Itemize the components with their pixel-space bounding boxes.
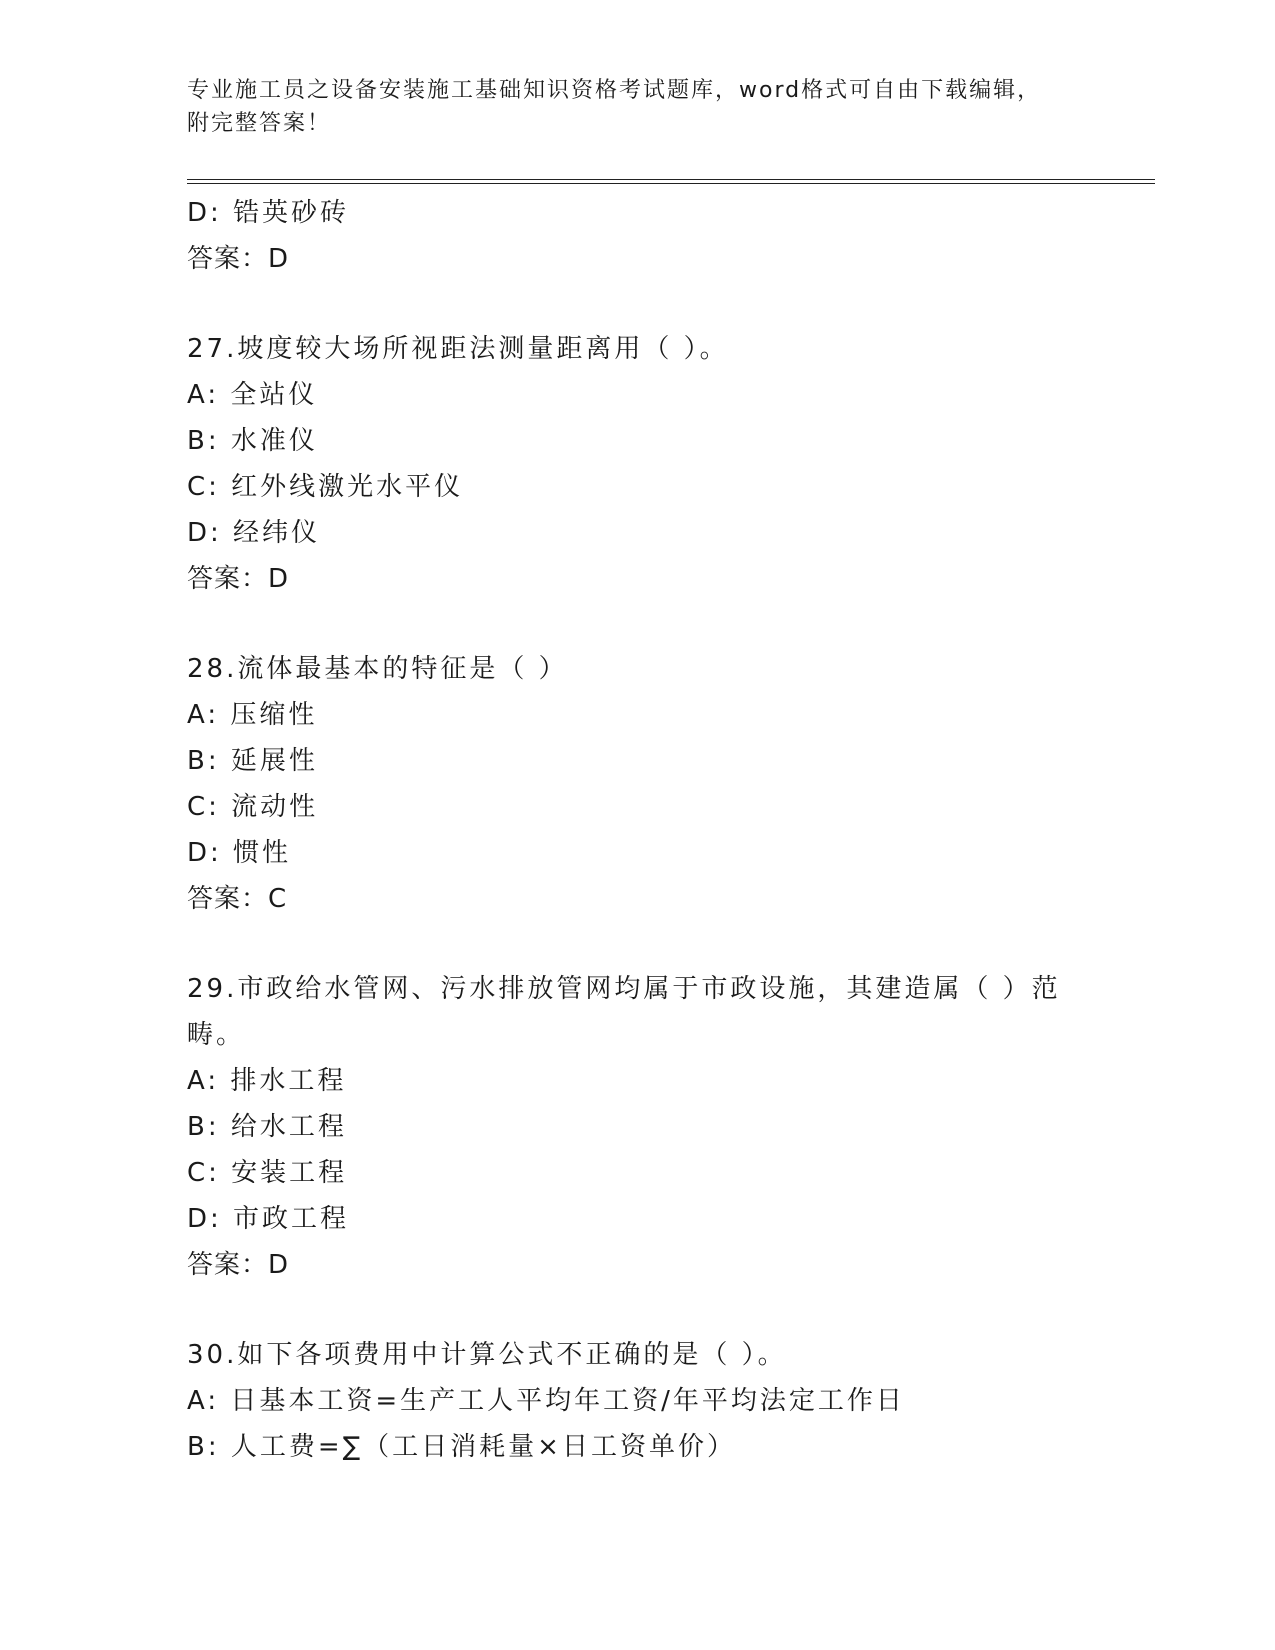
answer: 答案：C bbox=[187, 884, 288, 914]
option-c: C: 流动性 bbox=[187, 792, 319, 822]
question-29-line-2: 畴。 bbox=[187, 1020, 246, 1050]
header-line-1: 专业施工员之设备安装施工基础知识资格考试题库，word格式可自由下载编辑， bbox=[187, 78, 1042, 103]
header-divider-bottom bbox=[187, 183, 1155, 184]
question-27: 27.坡度较大场所视距法测量距离用（ ）。 bbox=[187, 334, 729, 364]
option-c: C: 安装工程 bbox=[187, 1158, 348, 1188]
option-b: B: 人工费=∑（工日消耗量×日工资单价） bbox=[187, 1432, 736, 1462]
question-list bbox=[187, 190, 1087, 1470]
option-d: D: 锆英砂砖 bbox=[187, 198, 350, 228]
option-d: D: 市政工程 bbox=[187, 1204, 350, 1234]
question-30: 30.如下各项费用中计算公式不正确的是（ ）。 bbox=[187, 1340, 787, 1370]
option-a: A: 压缩性 bbox=[187, 700, 318, 730]
option-a: A: 日基本工资=生产工人平均年工资/年平均法定工作日 bbox=[187, 1386, 905, 1416]
option-a: A: 排水工程 bbox=[187, 1066, 347, 1096]
header-line-2: 附完整答案！ bbox=[187, 111, 332, 136]
option-a: A: 全站仪 bbox=[187, 380, 318, 410]
answer: 答案：D bbox=[187, 564, 290, 594]
option-b: B: 延展性 bbox=[187, 746, 318, 776]
option-c: C: 红外线激光水平仪 bbox=[187, 472, 464, 502]
question-28: 28.流体最基本的特征是（ ） bbox=[187, 654, 568, 684]
option-b: B: 给水工程 bbox=[187, 1112, 347, 1142]
document-header bbox=[187, 74, 1067, 140]
option-d: D: 惯性 bbox=[187, 838, 292, 868]
header-divider-top bbox=[187, 179, 1155, 180]
answer: 答案：D bbox=[187, 244, 290, 274]
question-29-line-1: 29.市政给水管网、污水排放管网均属于市政设施，其建造属（ ）范 bbox=[187, 974, 1061, 1004]
option-d: D: 经纬仪 bbox=[187, 518, 321, 548]
option-b: B: 水准仪 bbox=[187, 426, 318, 456]
answer: 答案：D bbox=[187, 1250, 290, 1280]
